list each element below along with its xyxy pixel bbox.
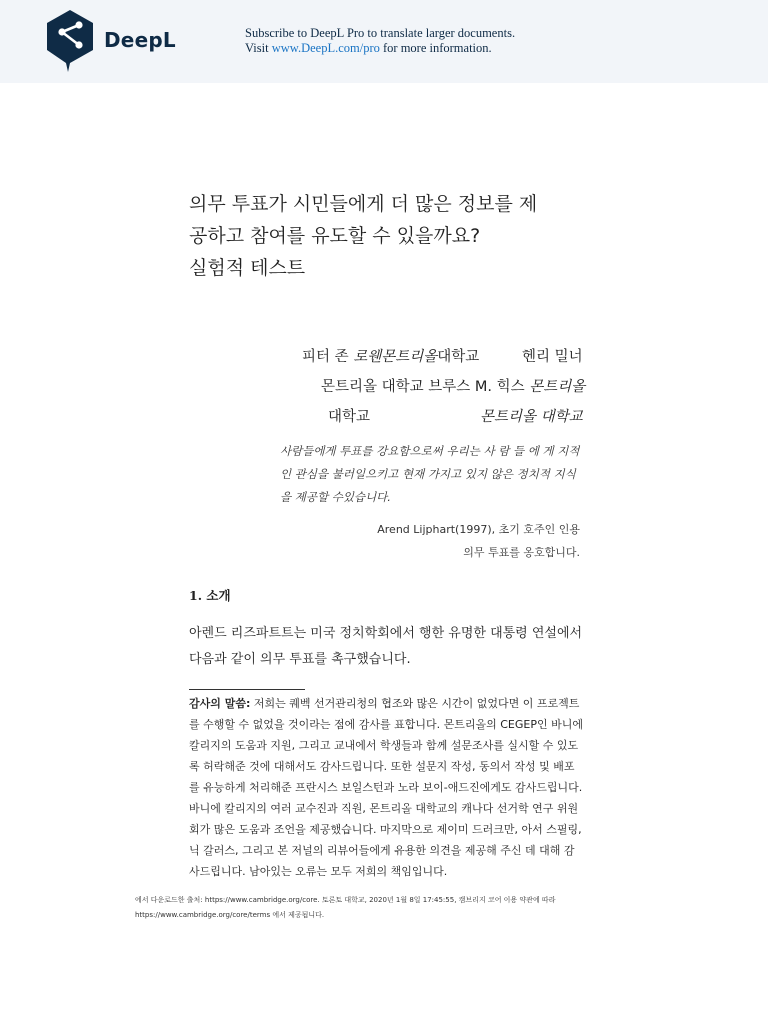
deepl-logo-text: DeepL bbox=[104, 28, 176, 52]
promo-line-1: Subscribe to DeepL Pro to translate larger documents. bbox=[245, 26, 516, 40]
intro-paragraph: 아렌드 리즈파트트는 미국 정치학회에서 행한 유명한 대통령 연설에서 다음과 같이 의무 투표를 촉구했습니다. bbox=[189, 626, 583, 667]
author-line-1b: 헨리 밀너 bbox=[522, 349, 583, 365]
author-affiliation: 몬트리올 대학교 bbox=[480, 409, 583, 425]
paper-title bbox=[189, 190, 537, 286]
footer-line-1: 에서 다운로드한 출처: https://www.cambridge.org/core. 토론토 대학교, 2020년 1월 8일 17:45:55, 캠브리지 코어 이용 약관에 따라 bbox=[135, 896, 556, 904]
author-affiliation: 로웬몬트리올 bbox=[353, 349, 438, 365]
deepl-logo[interactable] bbox=[44, 8, 176, 72]
author-affiliation-name: 몬트리올 대학교 브루스 M. 힉스 bbox=[321, 379, 530, 395]
footnote-divider bbox=[189, 689, 305, 690]
section-heading: 1. 소개 bbox=[189, 588, 231, 603]
ack-label: 감사의 말씀: bbox=[189, 697, 251, 710]
ack-text: 저희는 퀘벡 선거관리청의 협조와 많은 시간이 없었다면 이 프로젝트를 수행할 수 없었을 것이라는 점에 감사를 표합니다. 몬트리올의 CEGEP인 바니에 칼리지의 도움과 지원, 그리고 교내에서 학생들과 함께 설문조사를 실시할 수 있도록 허락해준 것에 대해서도 감사드립니다. 또한 설문지 작성, 동의서 작성 및 배포를 유능하게 처리해준 프란시스 보일스턴과 노라 보이-애드진에게도 감사드립니다. 바니에 칼리지의 여러 교수진과 직원, 몬트리올 대학교의 캐나다 선거학 연구 위원회가 많은 도움과 조언을 제공했습니다. 마지막으로 제이미 드러크만, 아서 스필링, 닉 갈러스, 그리고 본 저널의 리뷰어들에게 유용한 의견을 제공해 주신 데 대해 감사드립니다. 남아있는 오류는 모두 저희의 책임입니다. bbox=[189, 697, 583, 878]
promo-text bbox=[245, 26, 515, 56]
footer-line-2: https://www.cambridge.org/core/terms 에서 제공됩니다. bbox=[135, 911, 325, 919]
author-line-1 bbox=[302, 345, 479, 366]
download-footer bbox=[135, 893, 655, 923]
promo-visit: Visit bbox=[245, 41, 269, 55]
epigraph-citation-2: 의무 투표를 옹호합니다. bbox=[463, 546, 580, 559]
title-line-1: 의무 투표가 시민들에게 더 많은 정보를 제 bbox=[189, 193, 538, 215]
promo-suffix: for more information. bbox=[383, 41, 492, 55]
author-name: 피터 존 bbox=[302, 349, 354, 365]
promo-line-2 bbox=[245, 41, 515, 56]
acknowledgements bbox=[189, 693, 584, 882]
deepl-banner bbox=[0, 0, 768, 83]
author-line-2 bbox=[321, 375, 585, 396]
author-affiliation: 몬트리올 bbox=[529, 379, 586, 395]
epigraph-citation-1: Arend Lijphart(1997), 초기 호주인 인용 bbox=[377, 523, 580, 536]
author-affiliation-suffix: 대학교 bbox=[437, 349, 480, 365]
author-line-3a: 대학교 bbox=[328, 409, 371, 425]
deepl-logo-icon bbox=[44, 8, 96, 72]
title-line-2: 공하고 참여를 유도할 수 있을까요? bbox=[189, 225, 481, 247]
author-line-3b bbox=[480, 405, 583, 426]
epigraph-quote: 사람들에게 투표를 강요함으로써 우리는 사 람 들 에 게 지적인 관심을 불러일으키고 현재 가지고 있지 않은 정치적 지식을 제공할 수있습니다. bbox=[280, 444, 580, 504]
title-line-3: 실험적 테스트 bbox=[189, 257, 306, 279]
deepl-pro-link[interactable]: www.DeepL.com/pro bbox=[271, 41, 380, 55]
